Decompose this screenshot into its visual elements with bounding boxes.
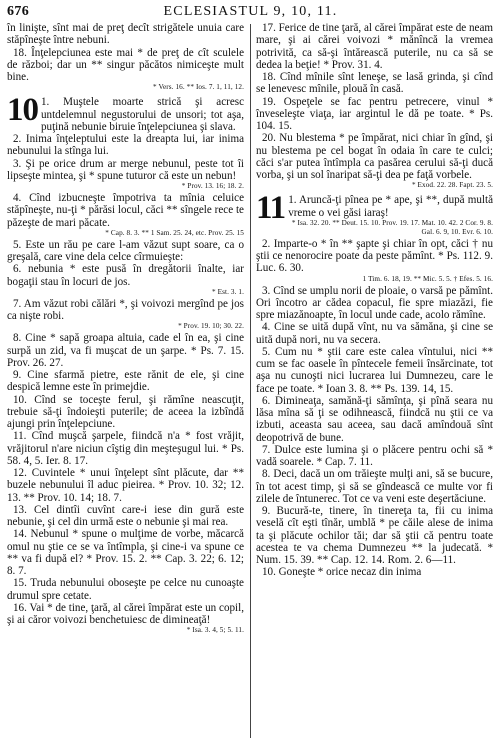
right-column <box>256 22 493 579</box>
verse-text: 16. Vai * de tine, ţară, al cărei împărat este un copil, şi ai căror voivozi benchetuiesc de dimineaţă! <box>7 601 244 626</box>
column-divider <box>250 24 251 738</box>
cross-reference: * Prov. 19. 10; 30. 22. <box>178 322 244 331</box>
verse-text: 2. Inima înţeleptului este la dreapta lui, iar inima nebunului la stînga lui. <box>7 133 244 158</box>
cross-reference: * Est. 3. 1. <box>212 287 244 296</box>
cross-reference: 1 Tim. 6. 18, 19. ** Mic. 5. 5. † Efes. 5. 16. <box>362 274 493 283</box>
verse-text: 18. Cînd mînile sînt leneşe, se lasă grinda, şi cînd se lenevesc mînile, plouă în casă. <box>256 71 493 96</box>
verse-text: 17. Ferice de tine ţară, al cărei împărat este de neam mare, şi ai cărei voivozi * mănîncă la vremea potrivită, ca să-şi întărească puterile, nu ca să se dedea la beţie! * Prov. 31. 4. <box>256 22 494 71</box>
verse-text: 3. Şi pe orice drum ar merge nebunul, peste tot îi lipseşte mintea, şi * spune tuturor că este un nebun! <box>7 157 244 182</box>
chapter-start <box>7 92 244 133</box>
cross-reference: * Isa. 32. 20. ** Deut. 15. 10. Prov. 19. 17. Mat. 10. 42. 2 Cor. 9. 8. Gal. 6. 9, 10. Evr. 6. 10. <box>291 218 493 236</box>
verse-continuation: în linişte, sînt mai de preţ decît strigătele unuia care stăpîneşte între nebuni. <box>7 22 244 47</box>
verse-text: 13. Cel dintîi cuvînt care-i iese din gură este nebunie, şi cel din urmă este o nebunie şi mai rea. <box>7 503 244 528</box>
chapter-number: 11 <box>256 190 286 227</box>
verse-text: 6. nebunia * este pusă în dregătorii înalte, iar bogaţii stau în locuri de jos. <box>7 263 244 288</box>
verse-text: 19. Ospeţele se fac pentru petrecere, vinul * înveseleşte viaţa, iar argintul le dă pe toate. * Ps. 104. 15. <box>256 95 493 132</box>
verse-text: 5. Cum nu * ştii care este calea vîntului, nici ** cum se fac oasele în pîntecele femeii însărcinate, tot aşa nu cunoşti nici lucrarea lui Dumnezeu, care le face pe toate. * Ioan 3. 8. ** Ps. 139. 14, 15. <box>256 345 493 395</box>
verse-text: 18. Înţelepciunea este mai * de preţ de cît sculele de război; dar un ** singur păcătos nimiceşte mult bine. <box>7 46 244 83</box>
verse-text: 10. Goneşte * orice necaz din inima <box>262 566 422 579</box>
verse-text: 7. Dulce este lumina şi o plăcere pentru ochi să * vadă soarele. * Cap. 7. 11. <box>256 443 493 468</box>
verse-text: 6. Dimineaţa, samănă-ţi sămînţa, şi pînă seara nu lăsa mîna să ţi se odihnească, fiindcă nu ştii ce va izbuti, aceasta sau aceea, sau dacă amîndouă sînt deopotrivă de bune. <box>256 394 493 444</box>
running-title: ECLESIASTUL 9, 10, 11. <box>163 4 338 19</box>
verse-text: 4. Cine se uită după vînt, nu va sămăna, şi cine se uită după nori, nu va secera. <box>256 321 493 346</box>
verse-text: 8. Deci, dacă un om trăieşte mulţi ani, să se bucure, în tot acest timp, şi să se gîndească ce multe vor fi zilele de întunerec. Tot ce va veni este deşertăciune. <box>256 468 493 505</box>
verse-text: 1. Muştele moarte strică şi acresc untdelemnul negustorului de unsori; tot aşa, puţină nebunie biruie înţelepciunea şi slava. <box>41 96 244 133</box>
verse-text: 8. Cine * sapă groapa altuia, cade el în ea, şi cine surpă un zid, va fi muşcat de un şarpe. * Ps. 7. 15. Prov. 26. 27. <box>7 332 244 369</box>
cross-reference: * Isa. 3. 4, 5; 5. 11. <box>186 626 244 635</box>
verse-text: 3. Cînd se umplu norii de ploaie, o varsă pe pămînt. Ori încotro ar cădea copacul, fie spre miazăzi, fie spre miazănoapte, în locul unde cade, acolo rămîne. <box>256 284 493 321</box>
left-column <box>7 22 244 636</box>
verse-text: 14. Nebunul * spune o mulţime de vorbe, măcarcă omul nu ştie ce se va întîmpla, şi cine-i va spune ce ** va fi după el? * Prov. 15. 2. ** Cap. 3. 22; 6. 12; 8. 7. <box>7 528 244 577</box>
verse-text: 1. Aruncă-ţi pînea pe * ape, şi **, după multă vreme o vei găsi iaraş! <box>288 194 493 219</box>
chapter-number: 10 <box>7 92 38 129</box>
verse-text: 12. Cuvintele * unui înţelept sînt plăcute, dar ** buzele nebunului îl aduc pieirea. * Prov. 10. 32; 12. 13. ** Prov. 10. 14; 18. 7. <box>7 467 244 504</box>
verse-text: 9. Cine sfarmă pietre, este rănit de ele, şi cine despică lemne este în primejdie. <box>7 369 244 394</box>
verse-text: 7. Am văzut robi călări *, şi voivozi mergînd pe jos ca nişte robi. <box>7 297 244 322</box>
verse-text: 9. Bucură-te, tinere, în tinereţa ta, fii cu inima veselă cît eşti tînăr, umblă * pe căile alese de inima ta şi plăcute ochilor tăi; dar să ştii că pentru toate acestea te va chema Dumnezeu ** la judecată. * Num. 15. 39. ** Cap. 12. 14. Rom. 2. 6—11. <box>256 505 493 566</box>
verse-text: 10. Cînd se toceşte ferul, şi rămîne neascuţit, trebuie să-ţi îndoieşti puterile; de aceea la izbîndă ajungi prin înţelepciune. <box>7 393 244 430</box>
cross-reference: * Exod. 22. 28. Fapt. 23. 5. <box>411 181 493 190</box>
verse-text: 5. Este un rău pe care l-am văzut supt soare, ca o greşală, care vine dela celce cîrmuieşte: <box>7 238 244 263</box>
verse-text: 20. Nu blestema * pe împărat, nici chiar în gînd, şi nu blestema pe cel bogat în odaia în care te culci; căci s'ar putea întîmpla ca pasărea cerului să-ţi ducă vorba, şi un sol înaripat să-ţi dea pe faţă vorbele. <box>256 132 493 181</box>
cross-reference: * Prov. 13. 16; 18. 2. <box>181 182 244 190</box>
page-number: 676 <box>7 4 30 19</box>
verse-text: 11. Cînd muşcă şarpele, fiindcă n'a * fost vrăjit, vrăjitorul n'are niciun cîştig din meşteşugul lui. * Ps. 58. 4, 5. Ier. 8. 17. <box>7 430 244 467</box>
page-header <box>7 4 494 24</box>
verse-text: 4. Cînd izbucneşte împotriva ta mînia celuice stăpîneşte, nu-ţi * părăsi locul, căci ** sîngele rece te păzeşte de mari păcate. <box>7 192 244 229</box>
verse-text: 15. Truda nebunului oboseşte pe celce nu cunoaşte drumul spre cetate. <box>7 577 244 602</box>
verse-text: 2. Imparte-o * în ** şapte şi chiar în opt, căci † nu ştii ce nenorocire poate da peste pămînt. * Ps. 112. 9. Luc. 6. 30. <box>256 237 493 275</box>
cross-reference: * Cap. 8. 3. ** 1 Sam. 25. 24, etc. Prov. 25. 15 <box>105 228 244 237</box>
cross-reference: * Vers. 16. ** Ios. 7. 1, 11, 12. <box>153 83 244 92</box>
